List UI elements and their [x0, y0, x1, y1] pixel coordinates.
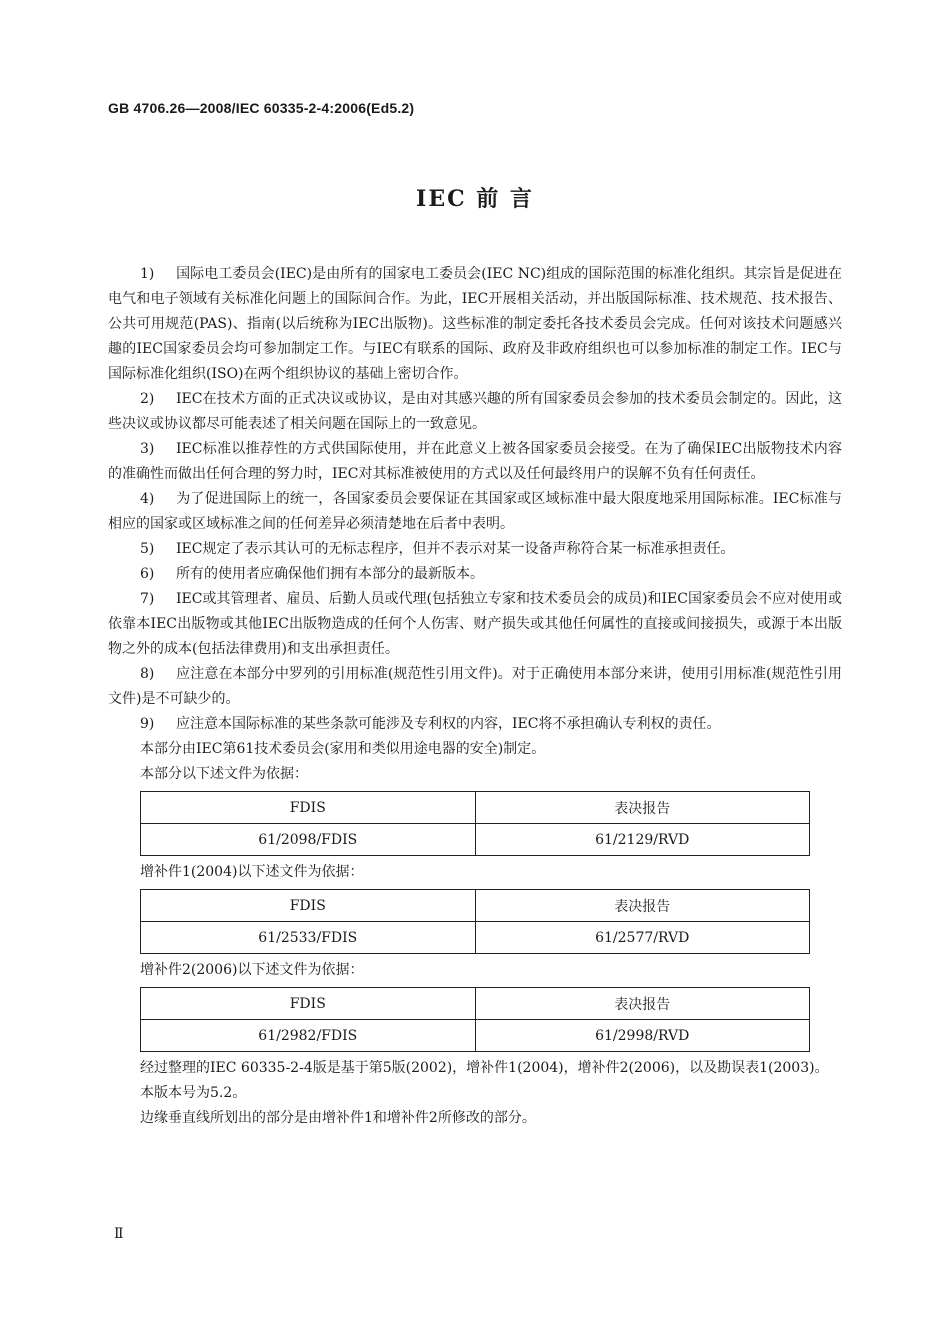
table-header-cell: 表决报告	[475, 890, 810, 922]
item-number: 6)	[140, 566, 155, 582]
paragraph-2	[108, 387, 842, 437]
table-header-row	[141, 890, 810, 922]
table-cell: 61/2129/RVD	[475, 824, 810, 856]
paragraph-text: 应注意在本部分中罗列的引用标准(规范性引用文件)。对于正确使用本部分来讲，使用引用标准(规范性引用文件)是不可缺少的。	[108, 666, 842, 707]
table3-intro: 增补件2(2006)以下述文件为依据：	[140, 962, 364, 978]
table-cell: 61/2998/RVD	[475, 1020, 810, 1052]
paragraph-text: 应注意本国际标准的某些条款可能涉及专利权的内容，IEC将不承担确认专利权的责任。	[176, 716, 721, 732]
table-header-row	[141, 988, 810, 1020]
item-number: 5)	[140, 541, 155, 557]
document-table-2	[140, 889, 810, 954]
table-header-cell: 表决报告	[475, 792, 810, 824]
item-number: 9)	[140, 716, 155, 732]
table-cell: 61/2098/FDIS	[141, 824, 476, 856]
paragraph-9	[108, 712, 842, 737]
table-header-cell: 表决报告	[475, 988, 810, 1020]
paragraph-8	[108, 662, 842, 712]
table-row	[141, 922, 810, 954]
table-header-cell: FDIS	[141, 792, 476, 824]
paragraph-4	[108, 487, 842, 537]
table1-intro: 本部分以下述文件为依据：	[140, 766, 308, 782]
table-row	[141, 824, 810, 856]
table2-intro: 增补件1(2004)以下述文件为依据：	[140, 864, 364, 880]
paragraph-text: 国际电工委员会(IEC)是由所有的国家电工委员会(IEC NC)组成的国际范围的标准化组织。其宗旨是促进在电气和电子领域有关标准化问题上的国际间合作。为此，IEC开展相关活动，并出版国际标准、技术规范、技术报告、公共可用规范(PAS)、指南(以后统称为IEC出版物)。这些标准的制定委托各技术委员会完成。任何对该技术问题感兴趣的IEC国家委员会均可参加制定工作。与IEC有联系的国际、政府及非政府组织也可以参加标准的制定工作。IEC与国际标准化组织(ISO)在两个组织协议的基础上密切合作。	[108, 266, 842, 382]
paragraph-text: IEC规定了表示其认可的无标志程序，但并不表示对某一设备声称符合某一标准承担责任。	[176, 541, 735, 557]
committee-statement: 本部分由IEC第61技术委员会(家用和类似用途电器的安全)制定。	[140, 741, 546, 757]
table-cell: 61/2982/FDIS	[141, 1020, 476, 1052]
table-header-row	[141, 792, 810, 824]
paragraph-6	[108, 562, 842, 587]
item-number: 1)	[140, 266, 155, 282]
table-header-cell: FDIS	[141, 988, 476, 1020]
item-number: 3)	[140, 441, 155, 457]
page-title: IEC 前 言	[416, 186, 534, 212]
consolidated-version-statement: 经过整理的IEC 60335-2-4版是基于第5版(2002)，增补件1(2004)，增补件2(2006)，以及勘误表1(2003)。	[140, 1060, 829, 1076]
document-header: GB 4706.26—2008/IEC 60335-2-4:2006(Ed5.2)	[108, 100, 415, 116]
item-number: 2)	[140, 391, 155, 407]
paragraph-3	[108, 437, 842, 487]
body-content	[108, 262, 842, 1131]
item-number: 8)	[140, 666, 155, 682]
paragraph-5	[108, 537, 842, 562]
paragraph-text: IEC标准以推荐性的方式供国际使用，并在此意义上被各国家委员会接受。在为了确保IEC出版物技术内容的准确性而做出任何合理的努力时，IEC对其标准被使用的方式以及任何最终用户的误解不负有任何责任。	[108, 441, 842, 482]
table-cell: 61/2577/RVD	[475, 922, 810, 954]
paragraph-text: IEC或其管理者、雇员、后勤人员或代理(包括独立专家和技术委员会的成员)和IEC国家委员会不应对使用或依靠本IEC出版物或其他IEC出版物造成的任何个人伤害、财产损失或其他任何属性的直接或间接损失，或源于本出版物之外的成本(包括法律费用)和支出承担责任。	[108, 591, 842, 657]
version-number-statement: 本版本号为5.2。	[140, 1085, 247, 1101]
margin-note: 边缘垂直线所划出的部分是由增补件1和增补件2所修改的部分。	[140, 1110, 536, 1126]
table-header-cell: FDIS	[141, 890, 476, 922]
table-row	[141, 1020, 810, 1052]
document-table-1	[140, 791, 810, 856]
paragraph-text: IEC在技术方面的正式决议或协议，是由对其感兴趣的所有国家委员会参加的技术委员会制定的。因此，这些决议或协议都尽可能表述了相关问题在国际上的一致意见。	[108, 391, 842, 432]
paragraph-text: 为了促进国际上的统一，各国家委员会要保证在其国家或区域标准中最大限度地采用国际标准。IEC标准与相应的国家或区域标准之间的任何差异必须清楚地在后者中表明。	[108, 491, 842, 532]
paragraph-7	[108, 587, 842, 662]
table-cell: 61/2533/FDIS	[141, 922, 476, 954]
paragraph-text: 所有的使用者应确保他们拥有本部分的最新版本。	[176, 566, 484, 582]
paragraph-1	[108, 262, 842, 387]
page-number: Ⅱ	[114, 1226, 124, 1242]
item-number: 7)	[140, 591, 155, 607]
item-number: 4)	[140, 491, 155, 507]
document-table-3	[140, 987, 810, 1052]
